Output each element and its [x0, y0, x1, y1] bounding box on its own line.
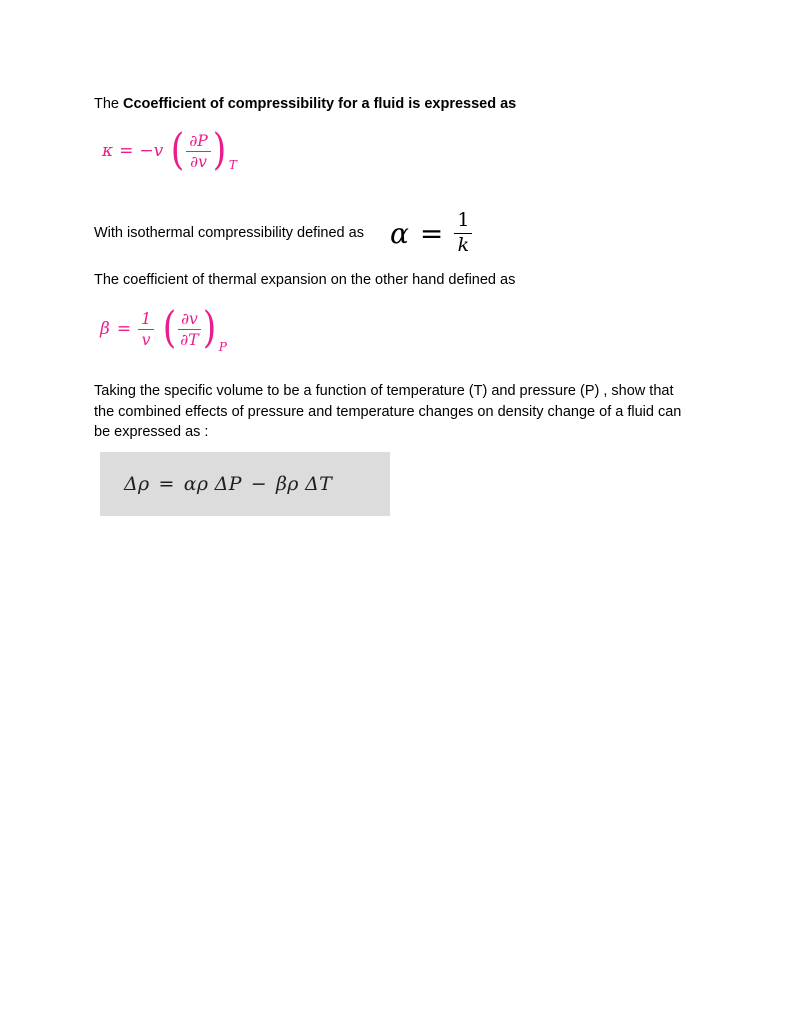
result-minus-sign: −	[250, 472, 268, 495]
kappa-symbol: κ	[102, 141, 114, 161]
alpha-fraction-numerator: 1	[454, 210, 472, 233]
kappa-minus-v: −v	[139, 141, 164, 161]
kappa-subscript: T	[228, 158, 237, 172]
kappa-close-paren: )	[212, 125, 227, 176]
alpha-symbol: α	[389, 216, 409, 250]
beta-equals-sign: =	[116, 319, 132, 339]
result-equals-sign: =	[158, 472, 175, 495]
alpha-equals-sign: =	[419, 216, 444, 250]
result-term-pressure: αρ ΔP	[183, 472, 242, 495]
beta-subscript: P	[218, 340, 228, 354]
kappa-fraction-denominator: ∂v	[190, 151, 207, 171]
beta-coefficient-numerator: 1	[138, 310, 154, 330]
beta-open-paren: (	[162, 303, 177, 354]
beta-coefficient-fraction	[138, 310, 154, 348]
beta-fraction-denominator: ∂T	[180, 329, 199, 349]
beta-equation	[100, 301, 701, 357]
beta-symbol: β	[100, 319, 110, 339]
kappa-fraction-numerator: ∂P	[186, 132, 211, 152]
kappa-equals-sign: =	[119, 141, 134, 161]
result-term-temperature: βρ ΔT	[276, 472, 333, 495]
beta-coefficient-denominator: v	[141, 329, 151, 349]
result-equation-box	[100, 452, 390, 516]
isothermal-line	[94, 207, 701, 259]
intro-prefix: The	[94, 96, 124, 112]
kappa-fraction	[186, 132, 211, 170]
beta-fraction-numerator: ∂v	[178, 310, 201, 330]
isothermal-text: With isothermal compressibility defined as	[94, 225, 364, 241]
kappa-open-paren: (	[170, 125, 185, 176]
intro-bold-text: Ccoefficient of compressibility for a fluid is expressed as	[123, 96, 517, 112]
beta-close-paren: )	[202, 303, 217, 354]
alpha-fraction-denominator: k	[457, 233, 470, 256]
beta-fraction	[178, 310, 201, 348]
task-paragraph: Taking the specific volume to be a function of temperature (T) and pressure (P) , show that the combined effects of pressure and temperature changes on density change of a fluid can be expressed as :	[94, 383, 682, 440]
kappa-equation	[102, 127, 701, 175]
alpha-equation	[390, 210, 473, 256]
alpha-fraction	[454, 210, 472, 256]
intro-line	[94, 95, 701, 113]
result-delta-rho: Δρ	[124, 472, 150, 495]
result-equation	[124, 473, 332, 495]
thermal-expansion-text: The coefficient of thermal expansion on the other hand defined as	[94, 272, 516, 288]
